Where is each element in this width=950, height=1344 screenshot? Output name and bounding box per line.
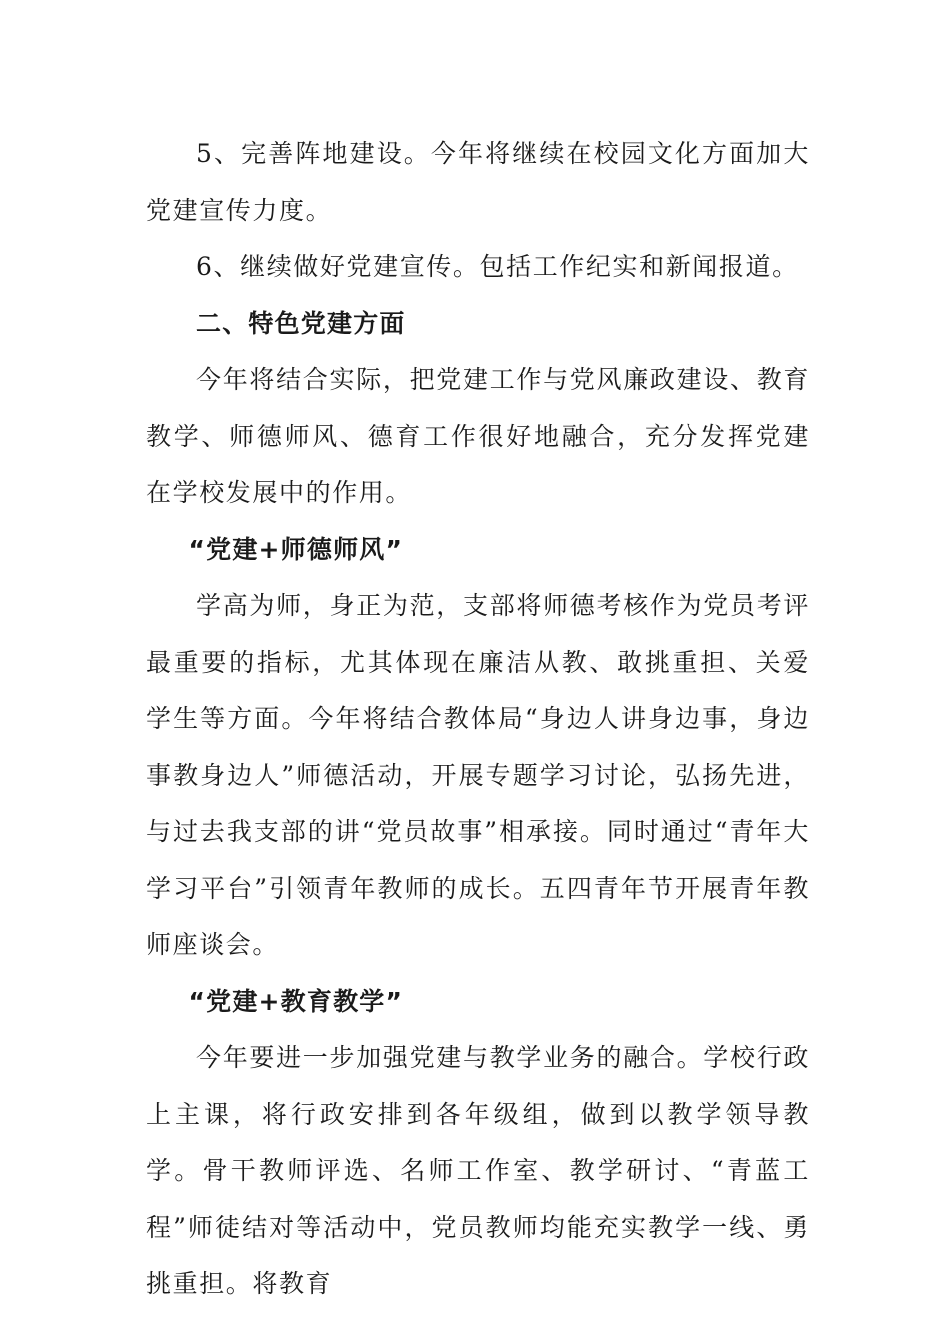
paragraph-item-6: 6、继续做好党建宣传。包括工作纪实和新闻报道。 <box>196 252 799 281</box>
section-heading-special-party-building: 二、特色党建方面 <box>196 308 406 338</box>
paragraph-intro: 今年将结合实际，把党建工作与党风廉政建设、教育教学、师德师风、德育工作很好地融合，充分发挥党建在学校发展中的作用。 <box>146 365 810 507</box>
paragraph-item-5: 5、完善阵地建设。今年将继续在校园文化方面加大党建宣传力度。 <box>146 139 810 225</box>
document-body <box>146 126 810 1313</box>
paragraph-education-teaching: 今年要进一步加强党建与教学业务的融合。学校行政上主课，将行政安排到各年级组，做到以教学领导教学。骨干教师评选、名师工作室、教学研讨、“青蓝工程”师徒结对等活动中，党员教师均能充实教学一线、勇挑重担。将教育 <box>146 1043 810 1298</box>
subheading-teacher-ethics: “党建+师德师风” <box>188 534 404 564</box>
subheading-education-teaching: “党建+教育教学” <box>188 986 404 1016</box>
paragraph-teacher-ethics: 学高为师，身正为范，支部将师德考核作为党员考评最重要的指标，尤其体现在廉洁从教、敢挑重担、关爱学生等方面。今年将结合教体局“身边人讲身边事，身边事教身边人”师德活动，开展专题学习讨论，弘扬先进，与过去我支部的讲“党员故事”相承接。同时通过“青年大学习平台”引领青年教师的成长。五四青年节开展青年教师座谈会。 <box>146 591 810 959</box>
